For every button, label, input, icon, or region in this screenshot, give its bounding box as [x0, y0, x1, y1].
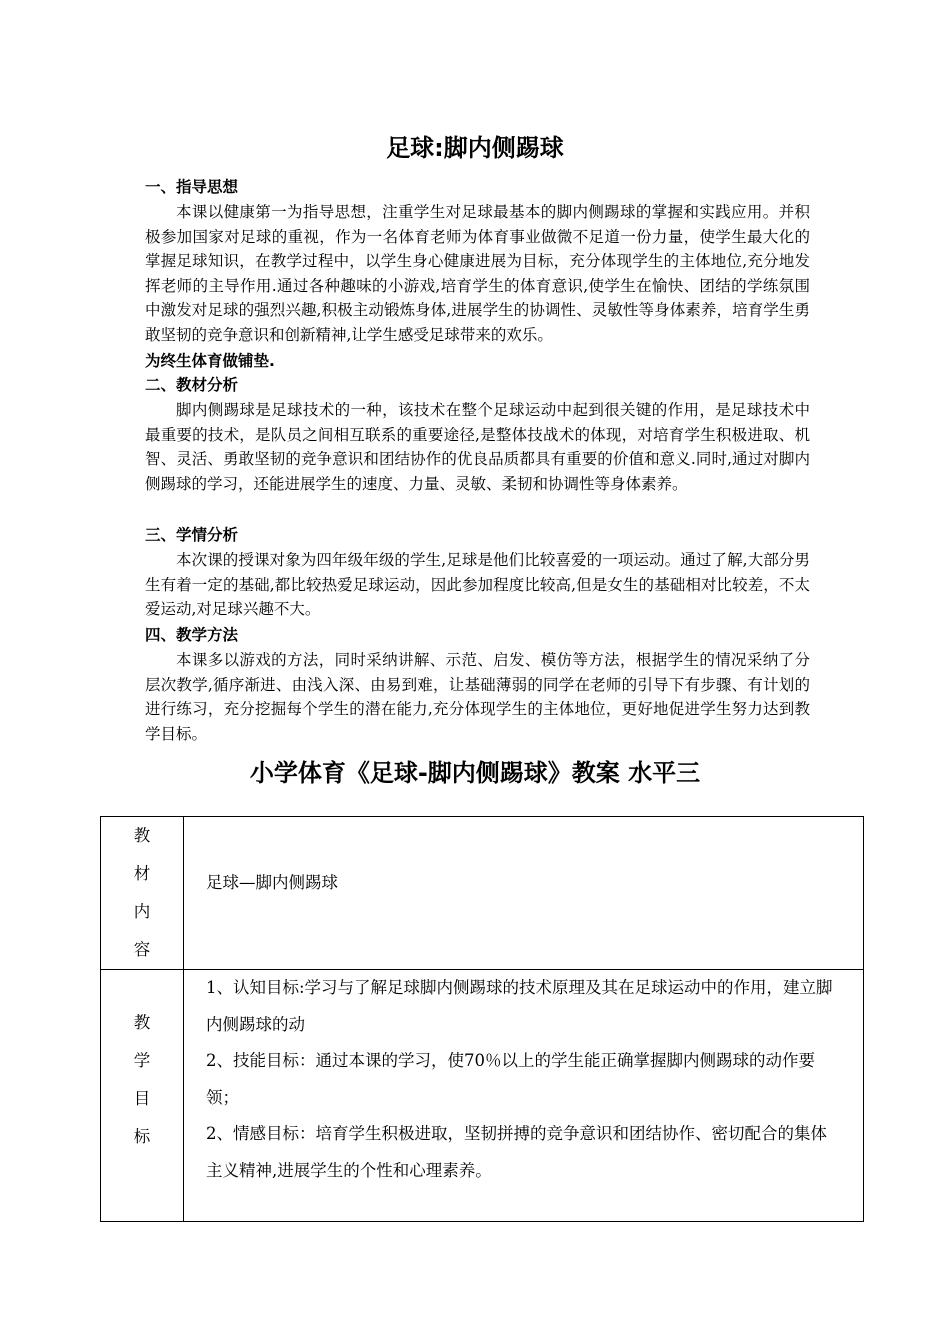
- section-text-students: 本次课的授课对象为四年级年级的学生,足球是他们比较喜爱的一项运动。通过了解,大部分男生有着一定的基础,都比较热爱足球运动，因此参加程度比较高,但是女生的基础相对比较差，不太爱运动,对足球兴趣不大。: [145, 551, 810, 618]
- objective-skill: 2、技能目标：通过本课的学习，使70％以上的学生能正确掌握脚内侧踢球的动作要领；: [206, 1051, 815, 1107]
- section-heading-students: 三、学情分析: [145, 526, 239, 544]
- label-cell-objectives: [101, 970, 184, 1222]
- document-title: 足球:脚内侧踢球: [386, 134, 564, 162]
- lesson-plan-title: 小学体育《足球-脚内侧踢球》教案 水平三: [249, 759, 701, 787]
- vertical-label: 教 材 内 容: [133, 826, 151, 959]
- vertical-label: 教 学 目 标: [133, 1013, 151, 1146]
- table-row-objectives: [101, 970, 864, 1222]
- label-cell-content: [101, 817, 184, 970]
- lesson-plan-table: [100, 816, 864, 1222]
- section-heading-methods: 四、教学方法: [145, 626, 239, 644]
- section-text-material: 脚内侧踢球是足球技术的一种，该技术在整个足球运动中起到很关键的作用，是足球技术中最重要的技术，是队员之间相互联系的重要途径,是整体技战术的体现，对培育学生积极进取、机智、灵活、勇敢坚韧的竞争意识和团结协作的优良品质都具有重要的价值和意义.同时,通过对脚内侧踢球的学习，还能进展学生的速度、力量、灵敏、柔韧和协调性等身体素养。: [145, 401, 810, 493]
- table-row-content: [101, 817, 864, 970]
- objective-cognitive: 1、认知目标:学习与了解足球脚内侧踢球的技术原理及其在足球运动中的作用，建立脚内侧踢球的动: [206, 978, 833, 1034]
- section-text-guiding: 本课以健康第一为指导思想，注重学生对足球最基本的脚内侧踢球的掌握和实践应用。并积极参加国家对足球的重视，作为一名体育老师为体育事业做微不足道一份力量，使学生最大化的掌握足球知识，在教学过程中，以学生身心健康进展为目标，充分体现学生的主体地位,充分地发挥老师的主导作用.通过各种趣味的小游戏,培育学生的体育意识,使学生在愉快、团结的学练氛围中激发对足球的强烈兴趣,积极主动锻炼身体,进展学生的协调性、灵敏性等身体素养，培育学生勇敢坚韧的竞争意识和创新精神,让学生感受足球带来的欢乐。: [145, 203, 810, 344]
- section-tail-guiding: 为终生体育做铺垫.: [145, 352, 275, 370]
- section-heading-material: 二、教材分析: [145, 376, 239, 394]
- teaching-content-cell: 足球—脚内侧踢球: [184, 817, 864, 970]
- teaching-objectives-cell: [184, 970, 864, 1222]
- section-heading-guiding: 一、指导思想: [145, 178, 239, 196]
- objective-affective: 2、情感目标：培育学生积极进取，坚韧拼搏的竞争意识和团结协作、密切配合的集体主义精神,进展学生的个性和心理素养。: [206, 1124, 827, 1180]
- section-text-methods: 本课多以游戏的方法，同时采纳讲解、示范、启发、模仿等方法，根据学生的情况采纳了分层次教学,循序渐进、由浅入深、由易到难，让基础薄弱的同学在老师的引导下有步骤、有计划的进行练习，充分挖掘每个学生的潜在能力,充分体现学生的主体地位，更好地促进学生努力达到教学目标。: [145, 651, 810, 743]
